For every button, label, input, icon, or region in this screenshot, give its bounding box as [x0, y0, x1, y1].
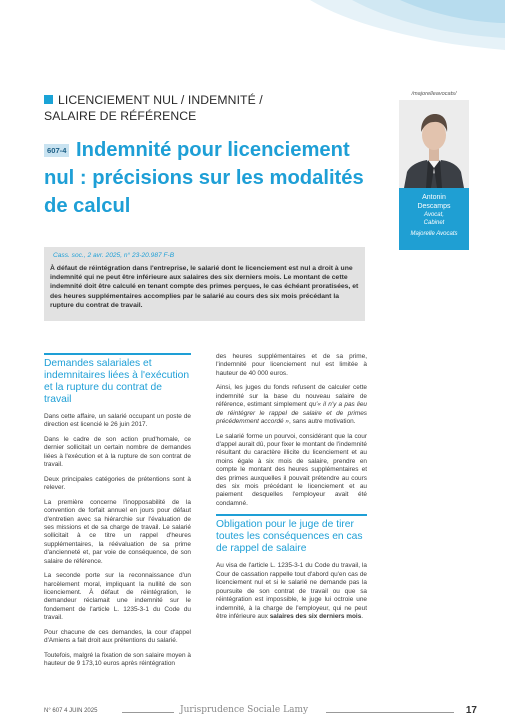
article-number-badge: 607-4: [44, 144, 69, 157]
corner-wave-decoration: [0, 0, 505, 58]
square-bullet-icon: [44, 95, 53, 104]
photo-credit: /majorelleavocats/: [411, 91, 457, 97]
author-firm: Majorelle Avocats: [410, 231, 458, 237]
paragraph: [216, 562, 367, 621]
summary-box: [44, 247, 365, 321]
paragraph-text: , sans autre motivation.: [289, 418, 356, 426]
section-rule: [216, 514, 367, 516]
paragraph-text: Ainsi, les juges du fonds refusent de calculer cette indemnité sur la base du nouveau salaire de référence, estimant simplement: [216, 384, 367, 409]
paragraph: Dans cette affaire, un salarié occupant un poste de direction est licencié le 26 juin 2017.: [44, 413, 191, 429]
article-title: Indemnité pour licenciement nul : précisions sur les modalités de calcul: [44, 139, 364, 217]
publication-name: Jurisprudence Sociale Lamy: [180, 705, 309, 715]
page-footer: [44, 705, 477, 719]
paragraph: Pour chacune de ces demandes, la cour d'appel d'Amiens a fait droit aux prétentions du salarié.: [44, 628, 191, 645]
case-reference: Cass. soc., 2 avr. 2025, n° 23-20.987 F-B: [53, 252, 175, 259]
paragraph: La seconde porte sur la reconnaissance d'un harcèlement moral, impliquant la nullité de son licenciement. À défaut de réintégration, le demandeur réclamait une indemnité sur le fondement de l'article L. 1235-3-1 du Code du travail.: [44, 572, 191, 622]
section-heading-1: Demandes salariales et indemnitaires liées à l'exécution et la rupture du contrat de travail: [44, 358, 190, 405]
footer-rule: [326, 712, 454, 713]
emphasis-text: salaires des six derniers mois: [269, 612, 362, 620]
paragraph: [216, 384, 367, 426]
section-heading-2: Obligation pour le juge de tirer toutes les conséquences en cas de rappel de salaire: [216, 519, 363, 555]
paragraph-text: .: [361, 612, 364, 620]
footer-rule: [122, 712, 174, 713]
category-line-2: SALAIRE DE RÉFÉRENCE: [44, 109, 197, 123]
category-line-1: LICENCIEMENT NUL / INDEMNITÉ /: [58, 93, 263, 107]
category-heading: [44, 92, 344, 124]
author-name-first: Antonin: [422, 194, 446, 201]
issue-number: N° 607 4 JUIN 2025: [44, 708, 98, 714]
author-name-last: Descamps: [417, 203, 451, 210]
paragraph: des heures supplémentaires et de sa prime, l'indemnité pour licenciement nul est limitée à hauteur de 40 000 euros.: [216, 353, 367, 377]
left-column: [44, 353, 191, 675]
paragraph: La première concerne l'inopposabilité de la convention de forfait annuel en jours pour défaut d'entretien avec sa hiérarchie sur l'évaluation de ses missions et de sa charge de travail. Le salarié sollicitait à ce titre un rappel d'heures supplémentaires, la réévaluation de sa prime d'ancienneté et, par voie de conséquence, de son salaire de référence.: [44, 498, 191, 565]
paragraph: Dans le cadre de son action prud'homale, ce dernier sollicitait un certain nombre de demandes liées à l'exécution et à la rupture de son contrat de travail.: [44, 436, 191, 469]
author-role-line-1: Avocat,: [424, 212, 444, 218]
page-number: 17: [465, 705, 477, 716]
paragraph: Le salarié forme un pourvoi, considérant que la cour d'appel aurait dû, pour fixer le montant de l'indemnité résultant du caractère illicite du licenciement et au moins égale à six mois de salaire, prendre en compte le montant des heures supplémentaires et des primes auxquelles il pouvait prétendre au cours des six mois précédant le licenciement et au paiement desquelles l'employeur avait été condamné.: [216, 432, 367, 507]
article-title-block: [44, 136, 374, 220]
right-column: [216, 353, 367, 628]
author-role-line-2: Cabinet: [423, 220, 445, 226]
author-photo: [399, 100, 469, 188]
paragraph-text: Au visa de l'article L. 1235-3-1 du Code du travail, la Cour de cassation rappelle tout d'abord qu'en cas de licenciement nul et si le salarié ne demande pas la poursuite de son contrat de travail ou que sa réintégration est impossible, le juge lui octroie une indemnité, à la charge de l'employeur, qui ne peut être inférieure aux: [216, 562, 367, 620]
summary-text: À défaut de réintégration dans l'entreprise, le salarié dont le licenciement est nul a droit à une indemnité qui ne peut être inférieure aux salaires des six derniers mois. Le montant de cette indemnité doit être calculé en tenant compte des primes perçues, le cas échéant proratisées, et des heures supplémentaires accomplies par le salarié au cours des six mois précédant la rupture du contrat de travail.: [50, 265, 359, 309]
author-info-box: [399, 188, 469, 250]
paragraph: Deux principales catégories de prétentions sont à relever.: [44, 475, 191, 492]
quoted-text: qu'« il n'y a pas lieu de réintégrer le rappel de salaire et de primes précédemment accordé »: [216, 401, 367, 426]
section-rule: [44, 353, 191, 355]
paragraph: Toutefois, malgré la fixation de son salaire moyen à hauteur de 9 173,10 euros après réintégration: [44, 651, 191, 668]
